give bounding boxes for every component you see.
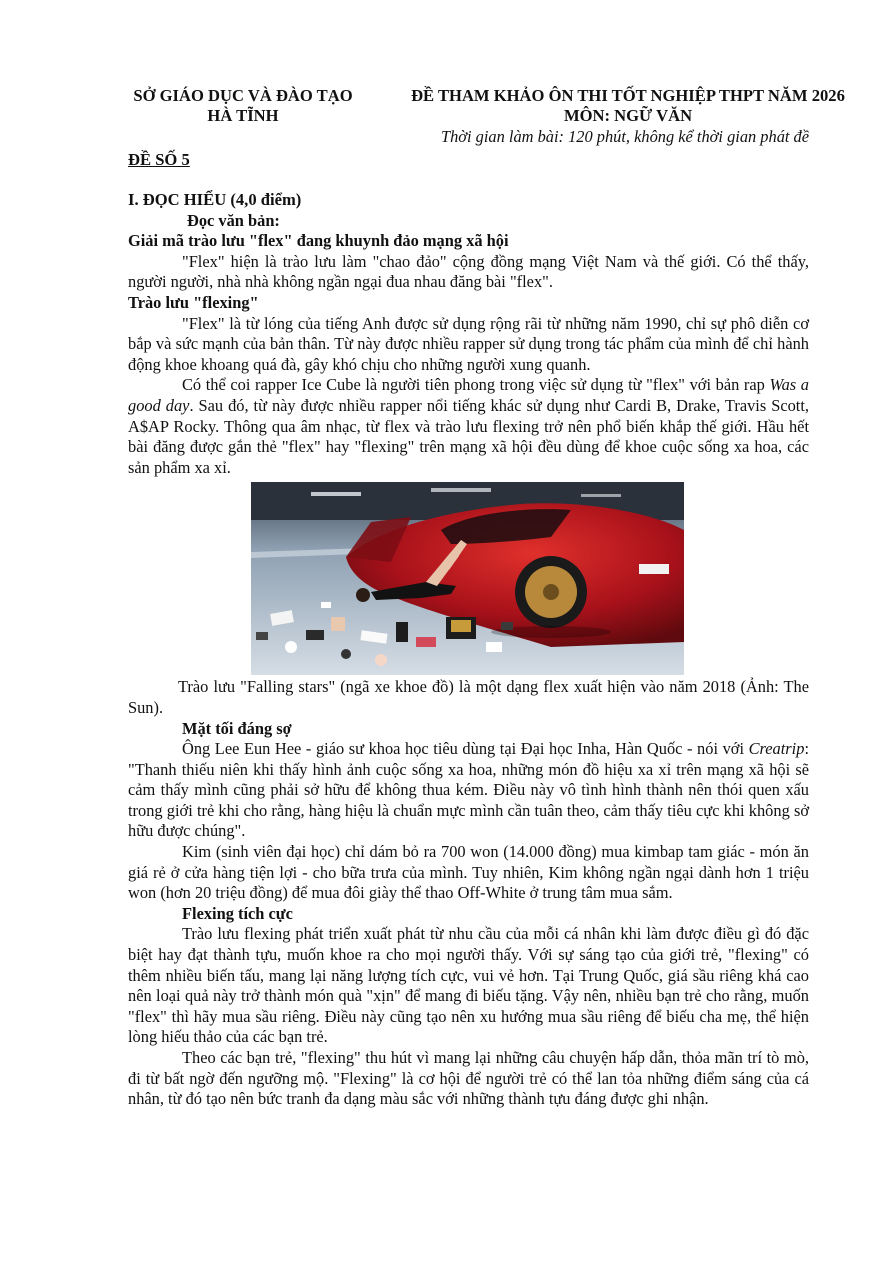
paragraph-youth-view: Theo các bạn trẻ, "flexing" thu hút vì mang lại những câu chuyện hấp dẫn, thỏa mãn trí tò mò, đi từ bất ngờ đến ngưỡng mộ. "Flexing" là cơ hội để người trẻ có thể lan tỏa những điểm sáng của cá nhân, từ đó tạo nên bức tranh đa dạng màu sắc với những thành tựu đáng được ghi nhận. [128, 1048, 809, 1109]
org-line-1: SỞ GIÁO DỤC VÀ ĐÀO TẠO [133, 86, 353, 105]
paragraph-flex-definition: "Flex" là từ lóng của tiếng Anh được sử dụng rộng rãi từ những năm 1990, chỉ sự phô diễn cơ bắp và sức mạnh của bản thân. Từ này được nhiều rapper sử dụng trong tác phẩm của mình để chỉ hành động khoe khoang quá đà, gây khó chịu cho những người xung quanh. [128, 313, 809, 374]
exam-subject: MÔN: NGỮ VĂN [563, 106, 693, 125]
exam-title-line-1: ĐỀ THAM KHẢO ÔN THI TỐT NGHIỆP THPT NĂM 2026 [411, 86, 845, 105]
falling-stars-photo [251, 482, 684, 675]
paragraph-professor-quote: Ông Lee Eun Hee - giáo sư khoa học tiêu dùng tại Đại học Inha, Hàn Quốc - nói với Creatrip: "Thanh thiếu niên khi thấy hình ảnh cuộc sống xa hoa, những món đồ hiệu xa xỉ trên mạng xã hội sẽ cảm thấy mình cũng phải sở hữu để không thua kém. Điều này vô tình hình thành nên thói quen xấu trong giới trẻ khi cho rằng, hàng hiệu là chuẩn mực mình cần tuân theo, cảm thấy tiêu cực khi không sở hữu được chúng". [128, 739, 809, 841]
photo-caption: Trào lưu "Falling stars" (ngã xe khoe đồ) là một dạng flex xuất hiện vào năm 2018 (Ảnh: The Sun). [128, 677, 809, 717]
header-organization [118, 86, 368, 126]
paragraph-kim-example: Kim (sinh viên đại học) chỉ dám bỏ ra 700 won (14.000 đồng) mua kimbap tam giác - món ăn giá rẻ ở cửa hàng tiện lợi - cho bữa trưa của mình. Tuy nhiên, Kim không ngần ngại dành hơn 1 triệu won (hơn 20 triệu đồng) để mua đôi giày thể thao Off-White ở trung tâm mua sắm. [128, 842, 809, 903]
exam-time-note: Thời gian làm bài: 120 phút, không kể thời gian phát đề [440, 127, 810, 146]
paragraph-ice-cube: Có thể coi rapper Ice Cube là người tiên phong trong việc sử dụng từ "flex" với bản rap Was a good day. Sau đó, từ này được nhiều rapper nổi tiếng khác sử dụng như Cardi B, Drake, Travis Scott, A$AP Rocky. Thông qua âm nhạc, từ flex và trào lưu flexing trở nên phổ biến khắp thế giới. Hầu hết bài đăng được gắn thẻ "flex" hay "flexing" trên mạng xã hội đều dùng để khoe cuộc sống xa hoa, các sản phẩm xa xỉ. [128, 375, 809, 477]
exam-number: ĐỀ SỐ 5 [128, 150, 190, 169]
paragraph-intro: "Flex" hiện là trào lưu làm "chao đảo" cộng đồng mạng Việt Nam và thế giới. Có thể thấy, người người, nhà nhà không ngần ngại đua nhau đăng bài "flex". [128, 251, 809, 292]
subheading-dark-side: Mặt tối đáng sợ [182, 718, 292, 738]
paragraph-positive-flexing: Trào lưu flexing phát triển xuất phát từ nhu cầu của mỗi cá nhân khi làm được điều gì đó đặc biệt hay đạt thành tựu, muốn khoe ra cho mọi người thấy. Với sự sáng tạo của giới trẻ, "flexing" có thêm nhiều biến tấu, mang lại năng lượng tích cực, vui vẻ hơn. Tại Trung Quốc, giá sầu riêng khá cao nên loại quả này trở thành món quà "xịn" để mang đi biếu tặng. Vậy nên, nhiều bạn trẻ cho rằng, muốn "flex" thì hãy mua sầu riêng. Điều này cũng tạo nên xu hướng mua sầu riêng để biếu cha mẹ, thể hiện lòng hiếu thảo của các bạn trẻ. [128, 924, 809, 1047]
article-title: Giải mã trào lưu "flex" đang khuynh đảo mạng xã hội [128, 231, 509, 251]
subheading-flexing-trend: Trào lưu "flexing" [128, 292, 259, 312]
song-title: Was a good day [128, 375, 809, 415]
read-instruction: Đọc văn bản: [187, 210, 280, 230]
org-line-2: HÀ TĨNH [207, 106, 279, 125]
header-exam-title [388, 86, 868, 126]
source-name: Creatrip [748, 739, 805, 759]
exam-content [128, 190, 809, 1110]
section-heading-reading: I. ĐỌC HIỂU (4,0 điểm) [128, 190, 302, 209]
subheading-positive-flexing: Flexing tích cực [182, 903, 293, 923]
